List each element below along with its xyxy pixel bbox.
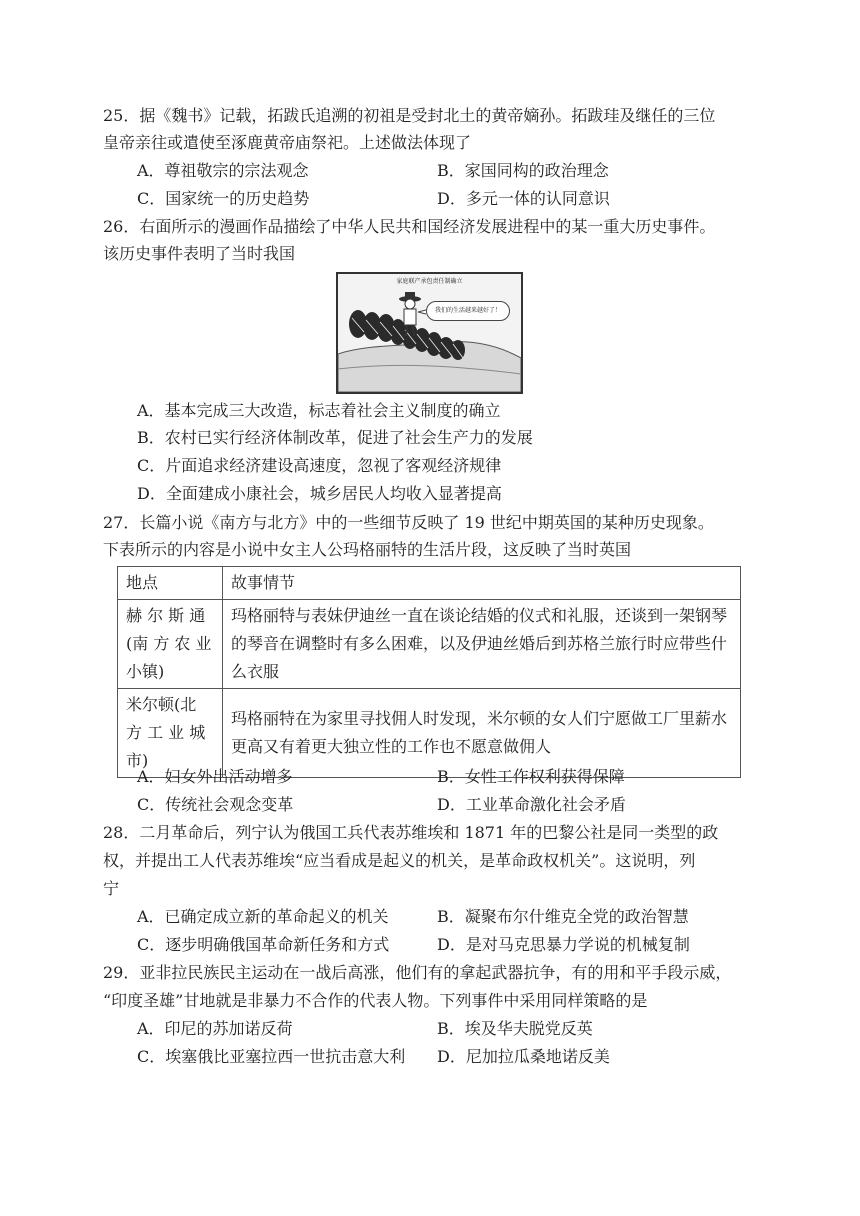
- q28-stem-line-1: 28．二月革命后，列宁认为俄国工兵代表苏维埃和 1871 年的巴黎公社是同一类型的政: [103, 823, 719, 842]
- q26-option-b: B．农村已实行经济体制改革，促进了社会生产力的发展: [137, 428, 533, 447]
- q26-stem-line-1: 26．右面所示的漫画作品描绘了中华人民共和国经济发展进程中的某一重大历史事件。: [103, 217, 716, 236]
- q29-stem-line-1: 29．亚非拉民族民主运动在一战后高涨，他们有的拿起武器抗争，有的用和平手段示威，: [103, 963, 732, 982]
- q27-option-b: B．女性工作权利获得保障: [437, 767, 625, 786]
- q29-option-d: D．尼加拉瓜桑地诺反美: [437, 1047, 610, 1066]
- q28-stem-line-2: 权，并提出工人代表苏维埃“应当看成是起义的机关，是革命政权机关”。这说明，列: [103, 851, 696, 870]
- table-row: [118, 600, 741, 689]
- q25-option-a: A．尊祖敬宗的宗法观念: [137, 161, 309, 180]
- table-header-plot: 故事情节: [223, 567, 741, 600]
- q28-stem-line-3: 宁: [103, 879, 120, 898]
- table-header-place: 地点: [118, 567, 223, 600]
- q29-stem-line-2: “印度圣雄”甘地就是非暴力不合作的代表人物。下列事件中采用同样策略的是: [103, 991, 648, 1010]
- table-cell-plot: 玛格丽特在为家里寻找佣人时发现，米尔顿的女人们宁愿做工厂里薪水更高又有着更大独立性的工作也不愿意做佣人: [223, 689, 741, 778]
- table-cell-plot: 玛格丽特与表妹伊迪丝一直在谈论结婚的仪式和礼服，还谈到一架钢琴的琴音在调整时有多么困难，以及伊迪丝婚后到苏格兰旅行时应带些什么衣服: [223, 600, 741, 689]
- story-table: [117, 566, 741, 778]
- table-header-row: [118, 567, 741, 600]
- q29-option-b: B．埃及华夫脱党反英: [437, 1019, 593, 1038]
- cartoon-caption: 家庭联产承包责任制确立: [396, 278, 463, 285]
- q27-stem-line-1: 27．长篇小说《南方与北方》中的一些细节反映了 19 世纪中期英国的某种历史现象。: [103, 513, 714, 532]
- q27-stem-line-2: 下表所示的内容是小说中女主人公玛格丽特的生活片段，这反映了当时英国: [103, 540, 632, 559]
- q27-option-c: C．传统社会观念变革: [137, 795, 294, 814]
- q25-stem-line-2: 皇帝亲往或遣使至涿鹿黄帝庙祭祀。上述做法体现了: [103, 133, 472, 152]
- q25-option-d: D．多元一体的认同意识: [437, 189, 610, 208]
- cartoon-drawing: [338, 274, 521, 392]
- q28-option-b: B．凝聚布尔什维克全党的政治智慧: [437, 907, 689, 926]
- table-cell-place: 米尔顿(北 方 工 业 城 市): [118, 689, 223, 778]
- q26-option-c: C．片面追求经济建设高速度，忽视了客观经济规律: [137, 456, 502, 475]
- q25-option-b: B．家国同构的政治理念: [437, 161, 609, 180]
- q25-stem-line-1: 25．据《魏书》记载，拓跋氏追溯的初祖是受封北土的黄帝嫡孙。拓跋珪及继任的三位: [103, 106, 716, 125]
- q26-option-a: A．基本完成三大改造，标志着社会主义制度的确立: [137, 401, 501, 420]
- q27-option-d: D．工业革命激化社会矛盾: [437, 795, 626, 814]
- q29-option-a: A．印尼的苏加诺反荷: [137, 1019, 293, 1038]
- q26-option-d: D．全面建成小康社会，城乡居民人均收入显著提高: [137, 484, 502, 503]
- cartoon-speech-bubble: 我们的生活越来越好了！: [426, 301, 510, 321]
- q25-option-c: C．国家统一的历史趋势: [137, 189, 310, 208]
- q28-option-d: D．是对马克思暴力学说的机械复制: [437, 935, 690, 954]
- q29-option-c: C．埃塞俄比亚塞拉西一世抗击意大利: [137, 1047, 406, 1066]
- q28-option-c: C．逐步明确俄国革命新任务和方式: [137, 935, 390, 954]
- q26-stem-line-2: 该历史事件表明了当时我国: [103, 244, 296, 263]
- cartoon-image: [336, 272, 523, 394]
- q28-option-a: A．已确定成立新的革命起义的机关: [137, 907, 389, 926]
- table-cell-place: 赫 尔 斯 通 (南 方 农 业 小镇): [118, 600, 223, 689]
- q27-option-a: A．妇女外出活动增多: [137, 767, 293, 786]
